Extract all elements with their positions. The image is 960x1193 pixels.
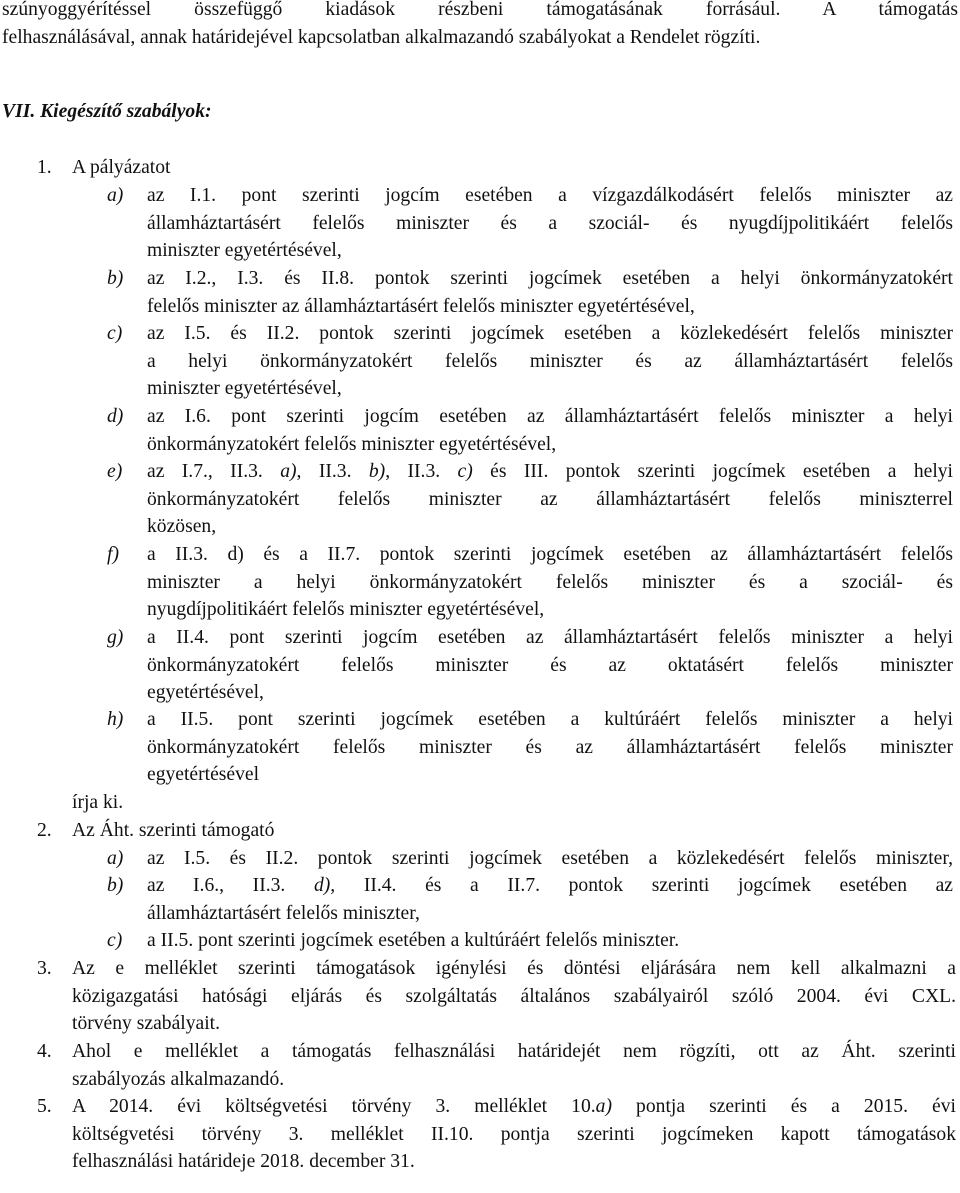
text-line: az I.1. pont szerinti jogcím esetében a vízgazdálkodásért felelős miniszter az xyxy=(147,185,953,206)
text-line: felelős miniszter az államháztartásért felelős miniszter egyetértésével, xyxy=(147,295,695,317)
text-line: önkormányzatokért felelős miniszter az államháztartásért felelős miniszterrel xyxy=(147,488,953,510)
text-line: az I.6., II.3. d), II.4. és a II.7. pontok szerinti jogcímek esetében az xyxy=(147,875,954,896)
subitem-text xyxy=(147,182,953,265)
text-line: Az e melléklet szerinti támogatások igénylési és döntési eljárására nem kell alkalmazni a xyxy=(72,958,956,979)
text-line: önkormányzatokért felelős miniszter és az oktatásért felelős miniszter xyxy=(147,654,953,676)
subitem-letter: h) xyxy=(107,709,124,730)
subitem-letter: a) xyxy=(107,848,124,869)
subitem-text xyxy=(147,624,953,707)
subitem-text xyxy=(147,845,953,873)
subitem-text xyxy=(147,541,953,624)
subitem-text xyxy=(147,403,953,458)
subitem-letter: c) xyxy=(107,930,123,951)
text-line: a II.5. pont szerinti jogcímek esetében a kultúráért felelős miniszter. xyxy=(147,930,680,951)
subitem-text xyxy=(147,706,953,789)
text-line: miniszter egyetértésével, xyxy=(147,378,342,400)
text-line: az I.5. és II.2. pontok szerinti jogcímek esetében a közlekedésért felelős miniszter xyxy=(147,323,953,344)
subitem-letter: b) xyxy=(107,268,124,289)
text-line: az I.2., I.3. és II.8. pontok szerinti jogcímek esetében a helyi önkormányzatokért xyxy=(147,268,953,289)
subitem-text xyxy=(147,927,953,955)
item5-text xyxy=(72,1093,956,1176)
item-number: 1. xyxy=(37,157,52,178)
text-line: költségvetési törvény 3. melléklet II.10. pontja szerinti jogcímeken kapott támogatások xyxy=(72,1123,956,1145)
text-line: közigazgatási hatósági eljárás és szolgáltatás általános szabályairól szóló 2004. évi CXL. xyxy=(72,985,956,1007)
text-line: az I.5. és II.2. pontok szerinti jogcímek esetében a közlekedésért felelős miniszter, xyxy=(147,848,953,869)
text-line: felhasználási határideje 2018. december 31. xyxy=(72,1151,415,1173)
text-line: önkormányzatokért felelős miniszter és az államháztartásért felelős miniszter xyxy=(147,736,953,758)
subitem-letter: d) xyxy=(107,406,124,427)
text-line: miniszter egyetértésével, xyxy=(147,240,342,262)
subitem-text xyxy=(147,872,953,927)
text-line: A 2014. évi költségvetési törvény 3. melléklet 10.a) pontja szerinti és a 2015. évi xyxy=(72,1096,956,1117)
text-line: államháztartásért felelős miniszter, xyxy=(147,902,420,924)
section-heading: VII. Kiegészítő szabályok: xyxy=(2,101,212,122)
text-line: szabályozás alkalmazandó. xyxy=(72,1068,285,1090)
text-line: Ahol e melléklet a támogatás felhasználási határidejét nem rögzíti, ott az Áht. szerinti xyxy=(72,1041,956,1062)
subitem-letter: b) xyxy=(107,875,124,896)
text-line: a helyi önkormányzatokért felelős miniszter és az államháztartásért felelős xyxy=(147,350,953,372)
text-line: az I.6. pont szerinti jogcím esetében az államháztartásért felelős miniszter a helyi xyxy=(147,406,953,427)
item1-closing: írja ki. xyxy=(72,792,124,813)
item-number: 3. xyxy=(37,958,52,979)
intro-line: szúnyoggyérítéssel összefüggő kiadások részbeni támogatásának forrásául. A támogatás xyxy=(2,0,958,20)
item3-text xyxy=(72,955,956,1038)
subitem-letter: f) xyxy=(107,544,119,565)
text-line: nyugdíjpolitikáért felelős miniszter egyetértésével, xyxy=(147,599,545,621)
subitem-text xyxy=(147,320,953,403)
item-title: A pályázatot xyxy=(72,157,171,178)
subitem-letter: c) xyxy=(107,323,123,344)
text-line: önkormányzatokért felelős miniszter egyetértésével, xyxy=(147,433,557,455)
item-title: Az Áht. szerinti támogató xyxy=(72,820,275,841)
text-line: az I.7., II.3. a), II.3. b), II.3. c) és III. pontok szerinti jogcímek esetében a helyi xyxy=(147,461,954,482)
text-line: a II.5. pont szerinti jogcímek esetében a kultúráért felelős miniszter a helyi xyxy=(147,709,953,730)
text-line: egyetértésével xyxy=(147,764,260,786)
text-line: a II.4. pont szerinti jogcím esetében az államháztartásért felelős miniszter a helyi xyxy=(147,627,953,648)
text-line: a II.3. d) és a II.7. pontok szerinti jogcímek esetében az államháztartásért felelős xyxy=(147,544,953,565)
text-line: törvény szabályait. xyxy=(72,1013,220,1035)
text-line: közösen, xyxy=(147,516,217,538)
item-number: 5. xyxy=(37,1096,52,1117)
subitem-letter: e) xyxy=(107,461,123,482)
subitem-letter: a) xyxy=(107,185,124,206)
text-line: egyetértésével, xyxy=(147,682,264,704)
item-number: 4. xyxy=(37,1041,52,1062)
item-number: 2. xyxy=(37,820,52,841)
intro-paragraph xyxy=(2,0,958,51)
text-line: államháztartásért felelős miniszter és a szociál- és nyugdíjpolitikáért felelős xyxy=(147,212,953,234)
subitem-letter: g) xyxy=(107,627,124,648)
subitem-text xyxy=(147,265,953,320)
subitem-text xyxy=(147,458,953,541)
intro-line: felhasználásával, annak határidejével kapcsolatban alkalmazandó szabályokat a Rendelet rögzíti. xyxy=(2,26,761,48)
text-line: miniszter a helyi önkormányzatokért felelős miniszter és a szociál- és xyxy=(147,571,953,593)
item4-text xyxy=(72,1038,956,1093)
